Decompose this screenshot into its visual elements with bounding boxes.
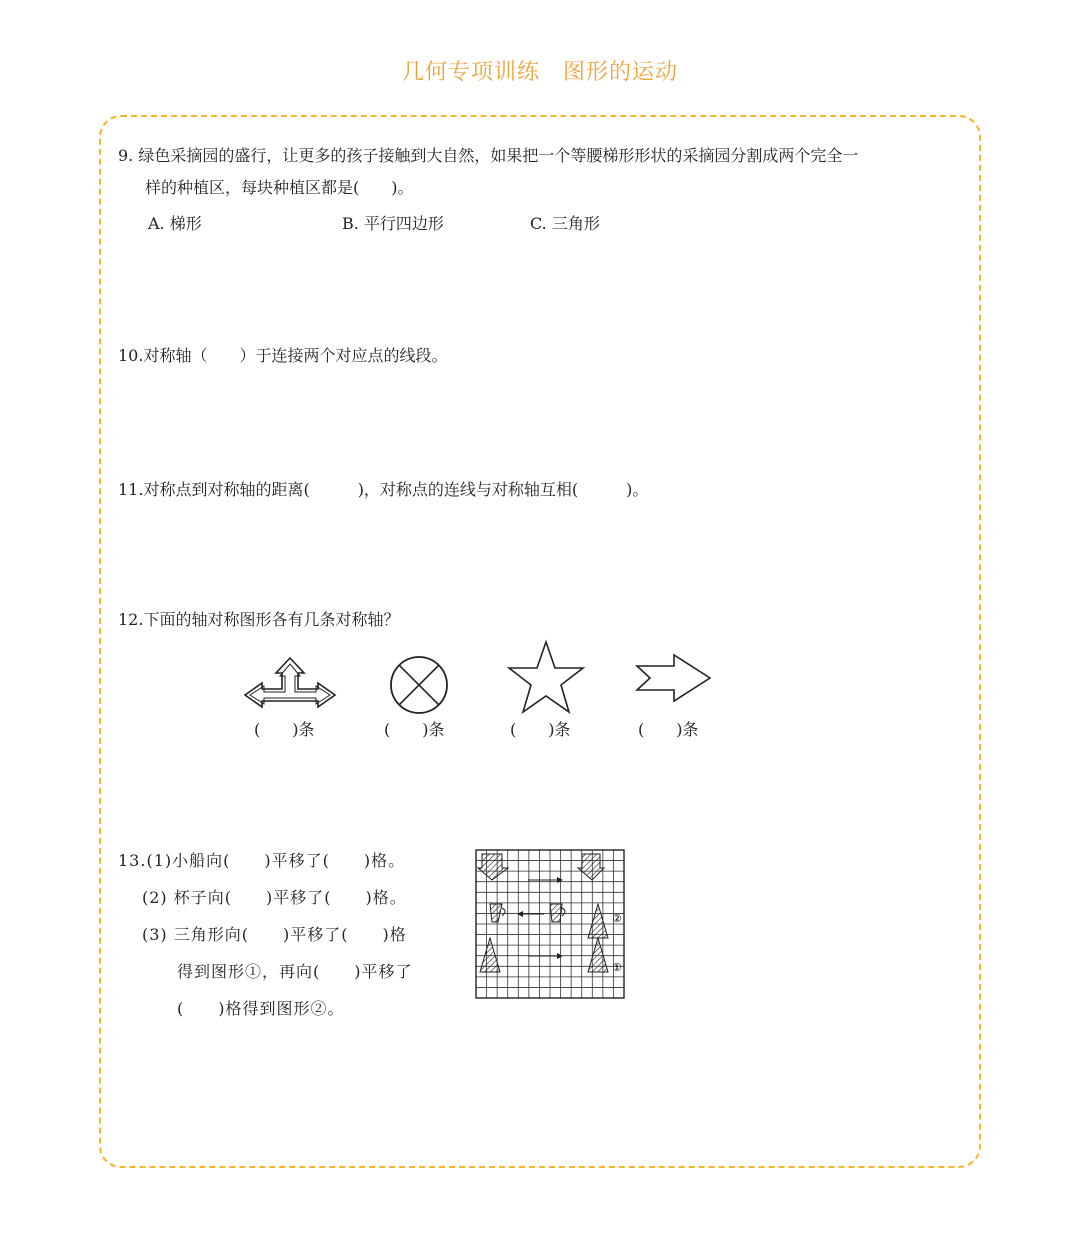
star-figure	[506, 640, 586, 716]
q12-caption-3: ( )条	[510, 720, 571, 739]
q12-caption-4: ( )条	[638, 720, 699, 739]
circle-cross-figure	[388, 654, 450, 716]
q12-text: 12.下面的轴对称图形各有几条对称轴？	[118, 610, 400, 629]
three-way-arrow-figure	[240, 655, 340, 715]
shape-2-label: ②	[612, 912, 622, 925]
boat-shape-original	[478, 854, 508, 880]
q13-line4: 得到图形①，再向( )平移了	[177, 962, 413, 981]
q11-text: 11.对称点到对称轴的距离( )，对称点的连线与对称轴互相( )。	[118, 480, 649, 499]
triangle-shape-2	[588, 904, 608, 938]
q9-option-b[interactable]: B. 平行四边形	[342, 214, 444, 233]
q9-option-a[interactable]: A. 梯形	[148, 214, 202, 233]
chevron-arrow-figure	[634, 652, 714, 704]
q13-line2: (2) 杯子向( )平移了( )格。	[142, 888, 407, 907]
page-title: 几何专项训练 图形的运动	[401, 60, 678, 85]
cup-shape-moved	[550, 904, 565, 922]
q9-option-c[interactable]: C. 三角形	[530, 214, 600, 233]
shape-1-label: ①	[612, 961, 622, 974]
translation-grid-figure	[476, 850, 626, 1000]
q12-caption-2: ( )条	[384, 720, 445, 739]
cup-shape-original	[490, 904, 505, 922]
triangle-shape-1	[588, 938, 608, 972]
q13-line5: ( )格得到图形②。	[177, 999, 345, 1018]
q13-line1: 13.(1)小船向( )平移了( )格。	[118, 851, 406, 870]
q12-caption-1: ( )条	[254, 720, 315, 739]
q9-line2: 样的种植区，每块种植区都是( )。	[145, 178, 414, 197]
q10-text: 10.对称轴（ ）于连接两个对应点的线段。	[118, 346, 448, 365]
q13-line3: (3) 三角形向( )平移了( )格	[142, 925, 407, 944]
q9-line1: 9. 绿色采摘园的盛行，让更多的孩子接触到大自然，如果把一个等腰梯形形状的采摘园分割成两个完全一	[118, 146, 859, 165]
